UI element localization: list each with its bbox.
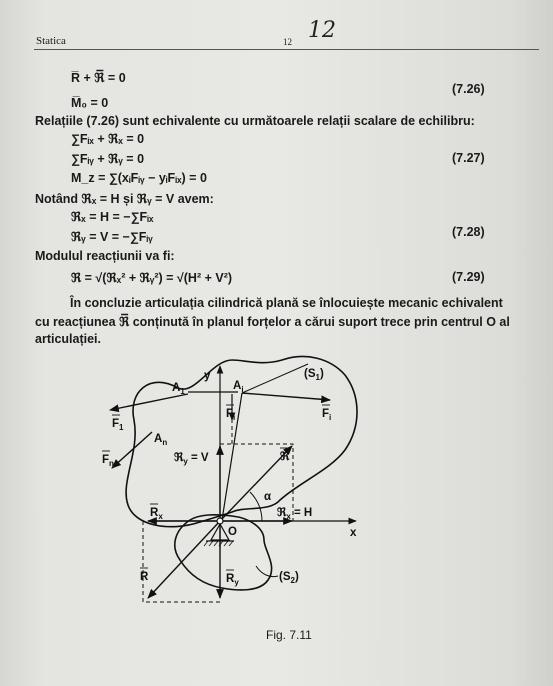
r-label: R [140,571,149,583]
rx-equals-h-label: ℜ$_x$ = H [277,507,313,521]
page-number: 12 [283,37,292,47]
equation-number: (7.27) [452,151,485,165]
equation-number: (7.28) [452,225,485,239]
paragraph-line: articulației. [35,332,101,346]
paragraph-line: Modulul reacțiunii va fi: [35,249,175,263]
x-axis-label: x [350,527,357,539]
leader-line [242,364,308,393]
paragraph-line: Notând ℜₓ = H și ℜᵧ = V avem: [35,192,214,206]
force-fi-right [242,393,330,400]
s2-label: $(S_2)$ [279,571,299,585]
equation-number: (7.26) [452,82,485,96]
equation-7-27a: ∑Fᵢₓ + ℜₓ = 0 [71,132,145,146]
equation-7-27c: M_z = ∑(xᵢFᵢᵧ − yᵢFᵢₓ) = 0 [71,171,207,185]
body-s2-outline [175,515,272,590]
equation-7-26b: M̅₀ = 0 [71,96,109,110]
paragraph-line: În concluzie articulația cilindrică plană se înlocuiește mecanic echivalent [70,296,503,310]
reaction-label: ℜ [280,451,290,463]
force-fn [112,432,152,468]
leader-line [256,566,278,577]
equation-7-27b: ∑Fᵢᵧ + ℜᵧ = 0 [71,152,145,166]
paragraph-line: Relațiile (7.26) sunt echivalente cu următoarele relații scalare de echilibru: [35,114,475,128]
alpha-angle-arc [250,492,262,521]
equation-7-26a: R̅ + ℜ̅ = 0 [71,71,126,85]
point-ai-label: $A_i$ [233,380,244,394]
force-fn-label: $F_n$ [102,454,114,468]
equation-7-29: ℜ = √(ℜₓ² + ℜᵧ²) = √(H² + V²) [71,271,233,285]
rx-label: $R_x$ [150,507,163,521]
ry-label: $R_y$ [226,573,239,587]
s1-label: $(S_1)$ [304,368,324,382]
force-fi-right-label: $F_i$ [322,408,332,422]
ry-equals-v-label: ℜ$_y$ = V [174,452,209,466]
y-axis-label: y [204,370,211,382]
equation-number: (7.29) [452,270,485,284]
point-an-label: $A_n$ [154,433,168,447]
force-f1 [110,394,188,410]
force-fi-left-label: $F_i$ [226,408,236,422]
alpha-label: α [264,491,272,503]
handwritten-page-number: 12 [308,18,336,43]
equation-7-28a: ℜₓ = H = −∑Fᵢₓ [71,210,154,224]
figure-caption: Fig. 7.11 [266,628,312,642]
equation-7-28b: ℜᵧ = V = −∑Fᵢᵧ [71,230,153,244]
ground-hatching [204,541,233,546]
point-a1-label: $A_1$ [172,382,185,396]
origin-label: O [228,526,237,538]
r-opposite-vector [148,521,220,598]
force-f1-label: $F_1$ [112,418,124,432]
running-header: Statica [36,35,66,47]
paragraph-line: cu reacțiunea ℜ̅ conținută în planul forțelor a cărui suport trece prin centrul O al [35,315,510,329]
